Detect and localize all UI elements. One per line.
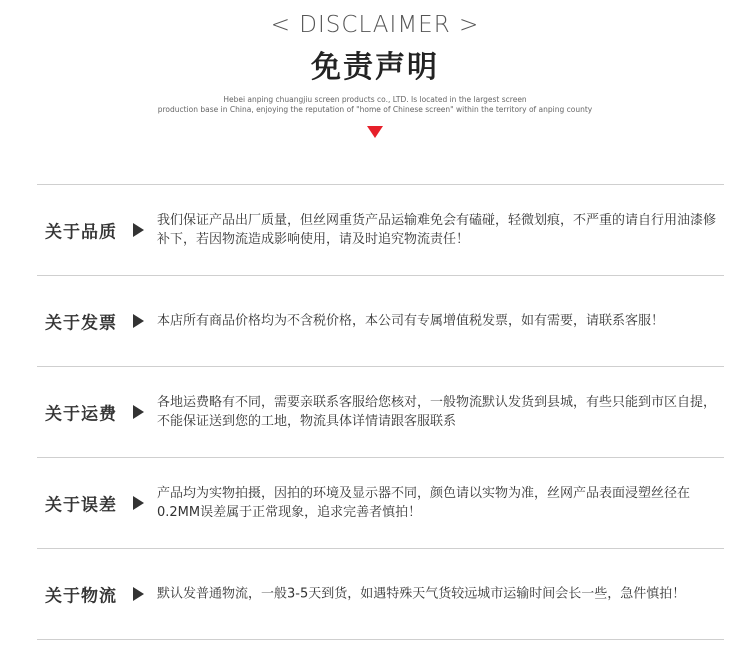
section-content: 产品均为实物拍摄，因拍的环境及显示器不同，颜色请以实物为准，丝网产品表面浸塑丝径在0.2MM误差属于正常现象，追求完善者慎拍！ bbox=[157, 486, 691, 520]
section-tolerance bbox=[37, 458, 724, 548]
play-arrow-icon bbox=[133, 314, 144, 328]
play-arrow-icon bbox=[133, 587, 144, 601]
intro-line-2: production base in China, enjoying the reputation of "home of Chinese screen" within the territory of anping county bbox=[157, 105, 593, 114]
chinese-title: 免责声明 bbox=[311, 50, 439, 85]
section-invoice bbox=[37, 276, 724, 366]
play-arrow-icon bbox=[133, 223, 144, 237]
english-title: < DISCLAIMER > bbox=[270, 12, 480, 38]
play-arrow-icon bbox=[133, 496, 144, 510]
divider bbox=[37, 639, 724, 640]
section-content: 默认发普通物流，一般3-5天到货，如遇特殊天气货较远城市运输时间会长一些，急件慎拍！ bbox=[157, 586, 686, 602]
section-content: 各地运费略有不同，需要亲联系客服给您核对，一般物流默认发货到县城，有些只能到市区自提，不能保证送到您的工地，物流具体详情请跟客服联系 bbox=[157, 395, 717, 429]
section-logistics bbox=[37, 549, 724, 639]
section-shipping-fee bbox=[37, 367, 724, 457]
intro-line-1: Hebei anping chuangjiu screen products co., LTD. Is located in the largest screen bbox=[223, 95, 527, 104]
down-triangle-icon bbox=[367, 126, 383, 138]
section-content: 本店所有商品价格均为不含税价格，本公司有专属增值税发票，如有需要，请联系客服！ bbox=[157, 313, 665, 329]
disclaimer-sections bbox=[37, 184, 724, 640]
section-quality bbox=[37, 185, 724, 275]
play-arrow-icon bbox=[133, 405, 144, 419]
section-heading: 关于品质 bbox=[45, 222, 117, 243]
section-content: 我们保证产品出厂质量，但丝网重货产品运输难免会有磕碰，轻微划痕，不严重的请自行用油漆修补下，若因物流造成影响使用，请及时追究物流责任！ bbox=[157, 213, 717, 247]
section-heading: 关于发票 bbox=[45, 313, 117, 334]
section-heading: 关于误差 bbox=[45, 495, 117, 516]
section-heading: 关于物流 bbox=[45, 586, 117, 607]
section-heading: 关于运费 bbox=[45, 404, 117, 425]
company-intro bbox=[140, 95, 610, 115]
